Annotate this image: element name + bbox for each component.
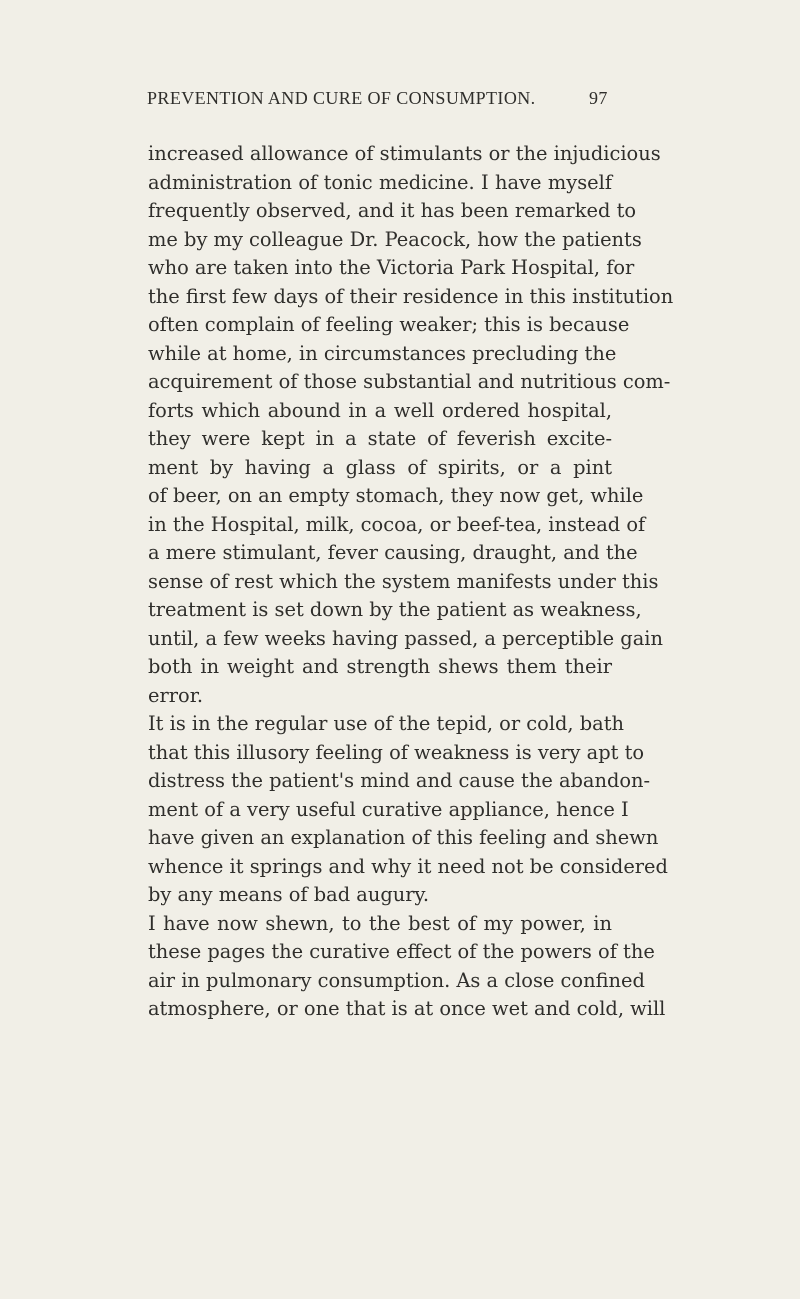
text-line: atmosphere, or one that is at once wet and cold, will xyxy=(148,997,666,1020)
text-line: ment by having a glass of spirits, or a pint xyxy=(148,455,612,479)
text-line: by any means of bad augury. xyxy=(148,883,430,906)
text-line: It is in the regular use of the tepid, or cold, bath xyxy=(148,712,625,735)
text-line: frequently observed, and it has been remarked to xyxy=(148,199,637,222)
text-line: have given an explanation of this feeling and shewn xyxy=(148,826,659,849)
text-line: a mere stimulant, fever causing, draught, and the xyxy=(148,541,638,564)
text-line: both in weight and strength shews them their xyxy=(148,655,612,678)
text-line: air in pulmonary consumption. As a close confined xyxy=(148,968,645,992)
text-line: the first few days of their residence in this institution xyxy=(148,284,674,308)
text-line: they were kept in a state of feverish excite- xyxy=(148,427,612,450)
text-line: that this illusory feeling of weakness is very apt to xyxy=(148,740,645,764)
text-line: whence it springs and why it need not be considered xyxy=(148,854,668,878)
body-text xyxy=(148,140,674,1024)
text-line: of beer, on an empty stomach, they now get, while xyxy=(148,484,644,507)
text-line: distress the patient's mind and cause the abandon- xyxy=(148,769,651,792)
text-line: often complain of feeling weaker; this is because xyxy=(148,313,630,336)
page-number: 97 xyxy=(589,88,608,108)
text-line: in the Hospital, milk, cocoa, or beef-tea, instead of xyxy=(148,512,646,536)
header-title: PREVENTION AND CURE OF CONSUMPTION. xyxy=(147,88,536,108)
text-line: ment of a very useful curative appliance, hence I xyxy=(148,797,629,821)
text-line: treatment is set down by the patient as weakness, xyxy=(148,598,642,621)
text-line: I have now shewn, to the best of my power, in xyxy=(148,911,612,935)
text-line: forts which abound in a well ordered hospital, xyxy=(148,398,612,422)
text-line: administration of tonic medicine. I have myself xyxy=(148,170,612,194)
text-line: me by my colleague Dr. Peacock, how the patients xyxy=(148,227,642,251)
text-line: acquirement of those substantial and nutritious com- xyxy=(148,370,671,393)
text-line: error. xyxy=(148,683,203,707)
text-line: while at home, in circumstances precluding the xyxy=(148,341,617,365)
text-line: these pages the curative effect of the powers of the xyxy=(148,940,655,963)
text-line: increased allowance of stimulants or the injudicious xyxy=(148,142,661,165)
text-line: until, a few weeks having passed, a perceptible gain xyxy=(148,626,663,650)
text-line: sense of rest which the system manifests under this xyxy=(148,569,659,593)
text-line: who are taken into the Victoria Park Hospital, for xyxy=(148,256,635,279)
